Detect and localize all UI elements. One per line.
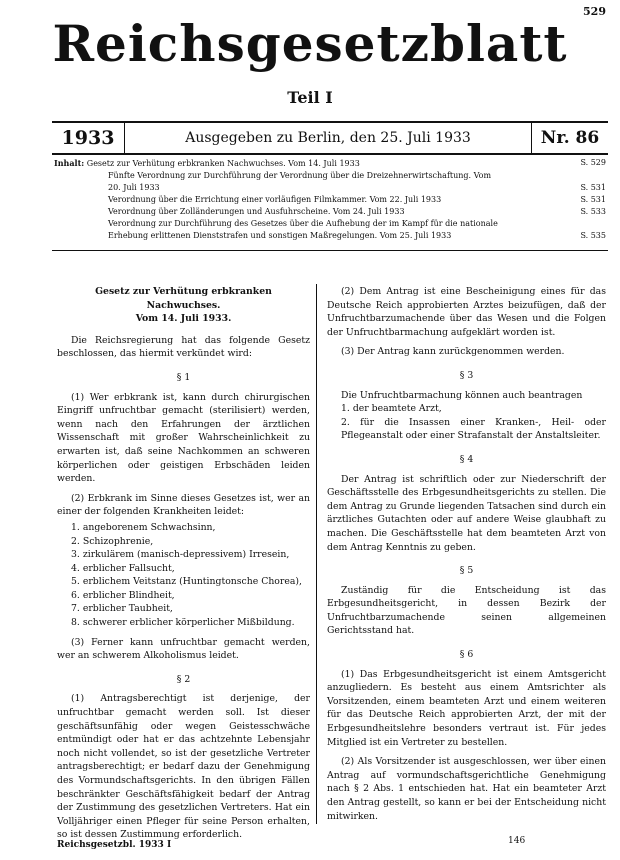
list-item: 1. der beamtete Arzt, (341, 403, 442, 415)
list-item: 1. angeborenem Schwachsinn, (71, 521, 216, 533)
list-item: 6. erblicher Blindheit, (71, 589, 175, 601)
law-date: Vom 14. Juli 1933. (135, 313, 232, 325)
table-of-contents (54, 157, 606, 242)
toc-entry: Verordnung über Zolländerungen und Ausfuhrscheine. Vom 24. Juli 1933 (108, 207, 405, 216)
right-column (327, 285, 606, 823)
toc-entry: Fünfte Verordnung zur Durchführung der Verordnung über die Dreizehnerwirtschaftung. Vom (108, 171, 492, 180)
toc-page: S. 535 (580, 231, 606, 240)
toc-entry: Verordnung über die Errichtung einer vorläufigen Filmkammer. Vom 22. Juli 1933 (108, 195, 442, 204)
toc-row (54, 157, 606, 170)
paragraph: (1) Wer erbkrank ist, kann durch chirurgischen Eingriff unfruchtbar gemacht (sterilisiert) werden, wenn nach den Erfahrungen der ärztlichen Wissenschaft mit großer Wahrscheinlichkeit zu erwarten ist, daß seine Nachkommen an schweren körperlichen oder geistigen Erbschäden leiden werden. (57, 391, 310, 485)
list-item: 3. zirkulärem (manisch-depressivem) Irresein, (71, 549, 290, 561)
toc-entry: Gesetz zur Verhütung erbkranken Nachwuchses. Vom 14. Juli 1933 (86, 159, 360, 168)
toc-row (54, 230, 606, 242)
toc-row (54, 206, 606, 218)
toc-row (54, 194, 606, 206)
toc-row (54, 170, 606, 182)
page-number: 529 (583, 5, 606, 18)
toc-row (54, 182, 606, 194)
toc-page: S. 531 (580, 183, 606, 192)
paragraph: (2) Als Vorsitzender ist ausgeschlossen, wer über einen Antrag auf vormundschaftsgerichtliche Genehmigung nach § 2 Abs. 1 entschieden hat. Hat ein beamteter Arzt den Antrag gestellt, so kann er bei der Entscheidung nicht mitwirken. (327, 756, 606, 822)
toc-page: S. 529 (580, 158, 606, 167)
issue-number: Nr. 86 (531, 123, 608, 153)
paragraph: (1) Antragsberechtigt ist derjenige, der unfruchtbar gemacht werden soll. Ist dieser geschäftsunfähig oder wegen Geistesschwäche entmündigt oder hat er das achtzehnte Lebensjahr noch nicht vollendet, so ist der gesetzliche Vertreter antragsberechtigt; er bedarf dazu der Genehmigung des Vormundschaftsgerichts. In den übrigen Fällen beschränkter Geschäftsfähigkeit bedarf der Antrag der Zustimmung des gesetzlichen Vertreters. Hat ein Volljähriger einen Pfleger für seine Person erhalten, so ist dessen Zustimmung erforderlich. (57, 693, 310, 841)
section-heading: § 4 (459, 453, 474, 465)
paragraph: (2) Erbkrank im Sinne dieses Gesetzes ist, wer an einer der folgenden Krankheiten leidet: (57, 492, 310, 518)
issue-year: 1933 (52, 123, 125, 153)
paragraph: Zuständig für die Entscheidung ist das Erbgesundheitsgericht, in dessen Bezirk der Unfruchtbarzumachende seinen allgemeinen Gerichtsstand hat. (327, 584, 606, 637)
toc-entry: 20. Juli 1933 (108, 183, 160, 192)
column-divider (316, 284, 317, 824)
separator-rule (52, 250, 608, 251)
paragraph: (3) Ferner kann unfruchtbar gemacht werden, wer an schwerem Alkoholismus leidet. (57, 636, 310, 662)
paragraph: (1) Das Erbgesundheitsgericht ist einem Amtsgericht anzugliedern. Es besteht aus einem Amtsrichter als Vorsitzenden, einem beamteten Arzt und einem weiteren für das Deutsche Reich approbierten Arzt, der mit der Erbgesundheitslehre besonders vertraut ist. Für jedes Mitglied ist ein Vertreter zu bestellen. (327, 668, 606, 748)
toc-page: S. 533 (580, 207, 606, 216)
law-title: Gesetz zur Verhütung erbkranken Nachwuchses. (95, 286, 272, 311)
toc-page: S. 531 (580, 195, 606, 204)
paragraph: (3) Der Antrag kann zurückgenommen werden. (341, 346, 565, 358)
list-item: 8. schwerer erblicher körperlicher Mißbildung. (71, 617, 295, 629)
list-item: 2. für die Insassen einer Kranken-, Heil- oder Pflegeanstalt oder einer Strafanstalt der Anstaltsleiter. (341, 416, 606, 442)
list-item: 5. erblichem Veitstanz (Huntingtonsche Chorea), (71, 576, 302, 588)
list-item: 7. erblicher Taubheit, (71, 603, 173, 615)
toc-row (54, 218, 606, 230)
section-heading: § 5 (459, 565, 474, 577)
list-item: 2. Schizophrenie, (71, 535, 154, 547)
section-heading: § 2 (176, 673, 191, 685)
toc-entry: Verordnung zur Durchführung des Gesetzes über die Aufhebung der im Kampf für die nationale (108, 219, 498, 228)
toc-entry: Erhebung erlittenen Dienststrafen und sonstigen Maßregelungen. Vom 25. Juli 1933 (108, 231, 452, 240)
section-heading: § 1 (176, 371, 191, 383)
section-heading: § 3 (459, 369, 474, 381)
footer-citation: Reichsgesetzbl. 1933 I (57, 840, 172, 850)
masthead-title: Reichsgesetzblatt (52, 14, 568, 73)
preamble: Die Reichsregierung hat das folgende Gesetz beschlossen, das hiermit verkündet wird: (57, 334, 310, 360)
issue-bar (52, 121, 608, 155)
part-label: Teil I (287, 88, 333, 107)
list-item: 4. erblicher Fallsucht, (71, 562, 175, 574)
section-heading: § 6 (459, 649, 474, 661)
left-column (57, 285, 310, 842)
toc-label: Inhalt: (54, 158, 85, 168)
paragraph: Der Antrag ist schriftlich oder zur Niederschrift der Geschäftsstelle des Erbgesundheitsgerichts zu stellen. Die dem Antrag zu Grunde liegenden Tatsachen sind durch ein ärztliches Gutachten oder auf andere Weise glaubhaft zu machen. Die Geschäftsstelle hat dem beamteten Arzt von dem Antrag Kenntnis zu geben. (327, 473, 606, 553)
footer-sheet-number: 146 (508, 836, 526, 846)
disease-list (57, 521, 310, 630)
paragraph: (2) Dem Antrag ist eine Bescheinigung eines für das Deutsche Reich approbierten Arztes beizufügen, daß der Unfruchtbarzumachende über das Wesen und die Folgen der Unfruchtbarmachung aufgeklärt worden ist. (327, 286, 606, 338)
paragraph: Die Unfruchtbarmachung können auch beantragen (341, 389, 583, 401)
issue-date: Ausgegeben zu Berlin, den 25. Juli 1933 (185, 130, 471, 146)
